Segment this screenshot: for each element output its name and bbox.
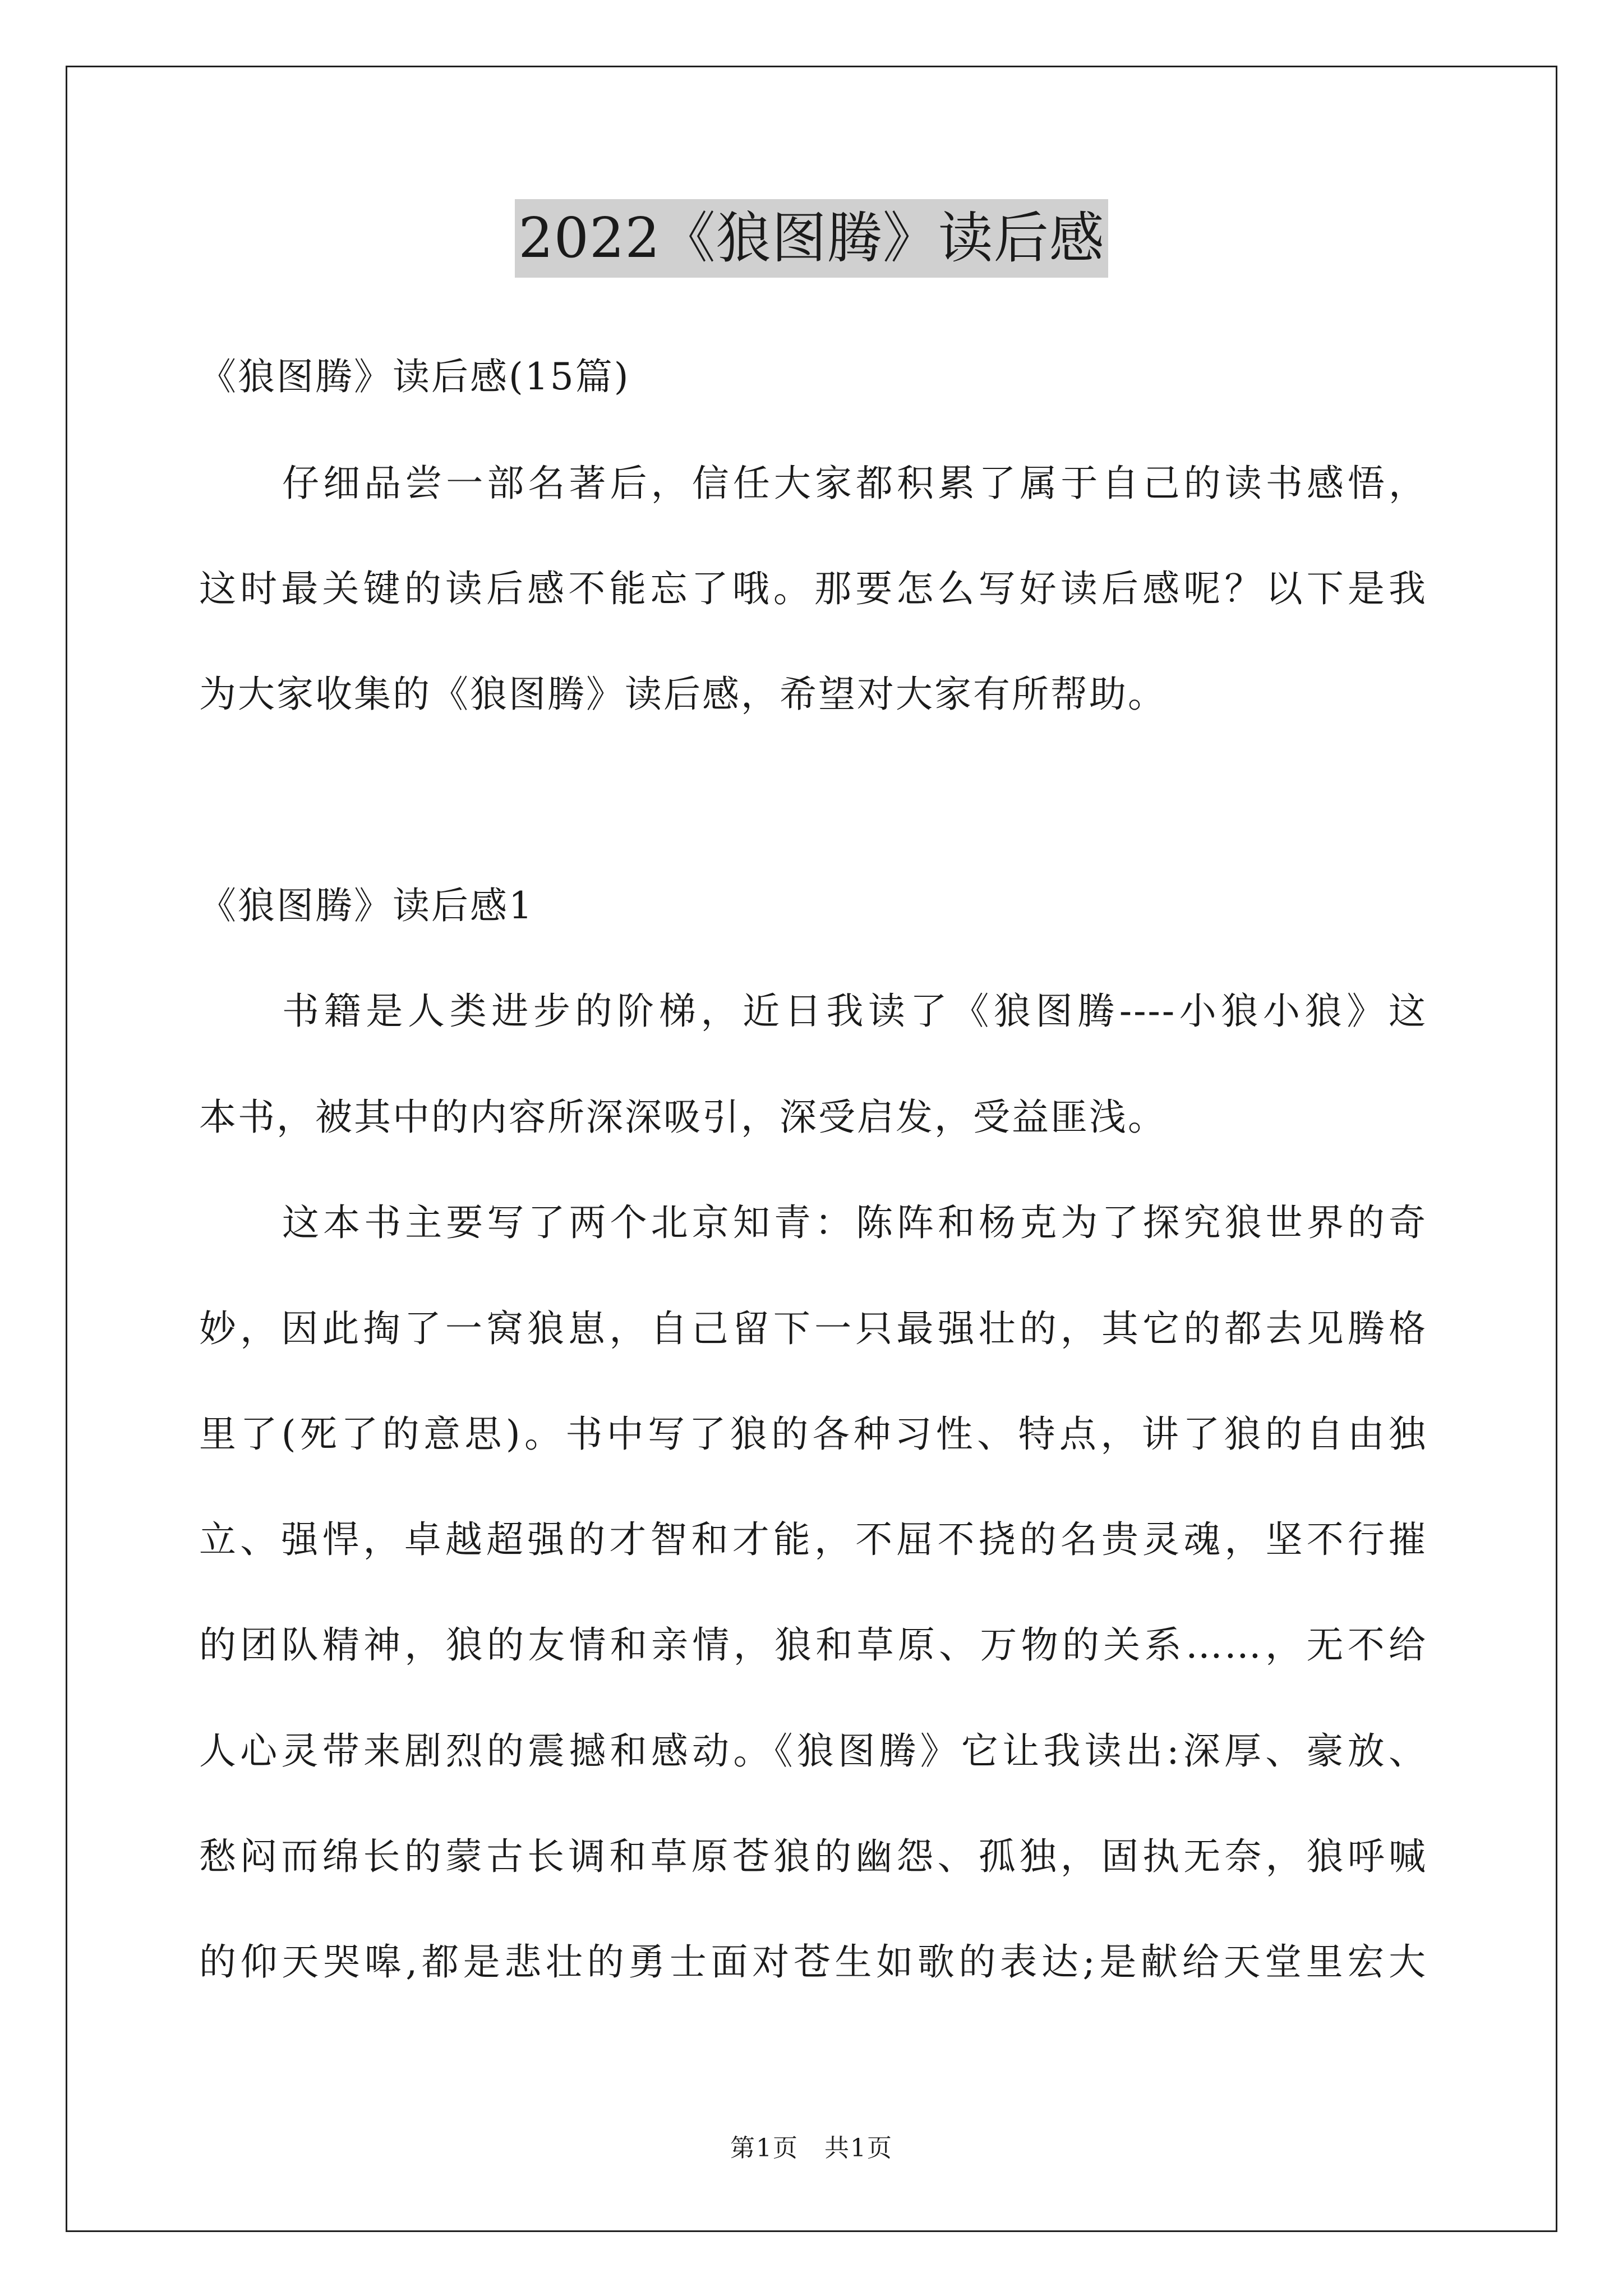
page-footer: 第1页 共1页 bbox=[730, 2134, 893, 2162]
intro-line-1: 仔细品尝一部名著后，信任大家都积累了属于自己的读书感悟， bbox=[282, 462, 1427, 505]
para2-line-3: 里了(死了的意思)。书中写了狼的各种习性、特点，讲了狼的自由独 bbox=[199, 1412, 1427, 1456]
para2-line-7: 愁闷而绵长的蒙古长调和草原苍狼的幽怨、孤独，固执无奈，狼呼喊 bbox=[199, 1835, 1427, 1878]
para2-line-8: 的仰天哭嗥,都是悲壮的勇士面对苍生如歌的表达;是献给天堂里宏大 bbox=[199, 1940, 1427, 1984]
para2-line-2: 妙，因此掏了一窝狼崽，自己留下一只最强壮的，其它的都去见腾格 bbox=[199, 1307, 1427, 1350]
document-title: 2022《狼图腾》读后感 bbox=[515, 199, 1108, 278]
para1-line-1: 书籍是人类进步的阶梯，近日我读了《狼图腾----小狼小狼》这 bbox=[282, 990, 1427, 1033]
para2-line-6: 人心灵带来剧烈的震撼和感动。《狼图腾》它让我读出:深厚、豪放、 bbox=[199, 1729, 1427, 1773]
intro-line-3: 为大家收集的《狼图腾》读后感，希望对大家有所帮助。 bbox=[199, 673, 1166, 716]
para2-line-1: 这本书主要写了两个北京知青：陈阵和杨克为了探究狼世界的奇 bbox=[282, 1201, 1427, 1244]
intro-line-2: 这时最关键的读后感不能忘了哦。那要怎么写好读后感呢？以下是我 bbox=[199, 567, 1427, 610]
para1-line-2: 本书，被其中的内容所深深吸引，深受启发，受益匪浅。 bbox=[199, 1096, 1166, 1139]
section-heading: 《狼图腾》读后感1 bbox=[199, 884, 534, 927]
para2-line-4: 立、强悍，卓越超强的才智和才能，不屈不挠的名贵灵魂，坚不行摧 bbox=[199, 1518, 1427, 1561]
para2-line-5: 的团队精神，狼的友情和亲情，狼和草原、万物的关系……，无不给 bbox=[199, 1623, 1427, 1667]
document-subtitle: 《狼图腾》读后感(15篇) bbox=[199, 355, 630, 398]
